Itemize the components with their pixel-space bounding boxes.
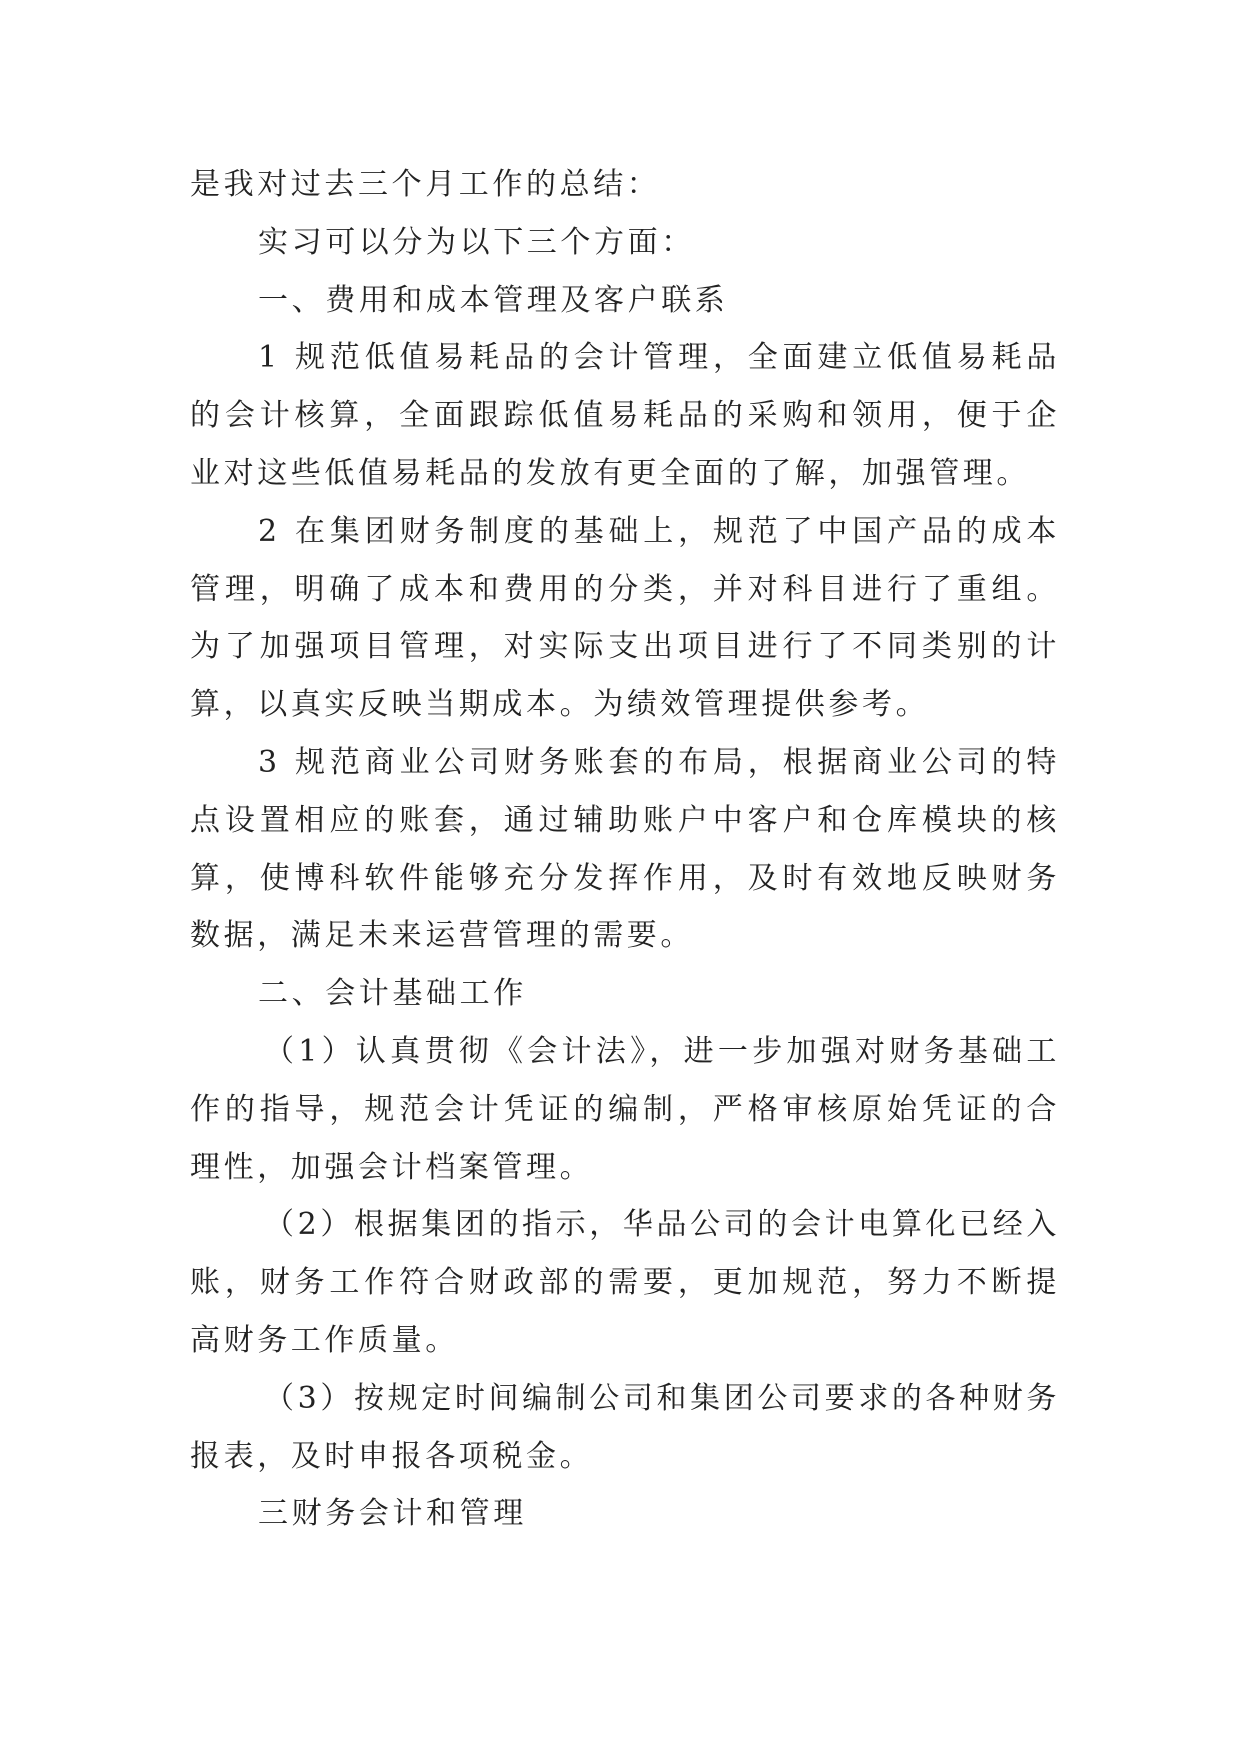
paragraph-item-2: 2 在集团财务制度的基础上，规范了中国产品的成本管理，明确了成本和费用的分类，并对科目进行了重组。为了加强项目管理，对实际支出项目进行了不同类别的计算，以真实反映当期成本。为绩效管理提供参考。: [190, 513, 1060, 723]
document-body: [190, 156, 1060, 1543]
section-heading-1: 一、费用和成本管理及客户联系: [258, 282, 729, 318]
paragraph-subitem-2: （2）根据集团的指示，华品公司的会计电算化已经入账，财务工作符合财政部的需要，更加规范，努力不断提高财务工作质量。: [190, 1207, 1060, 1358]
paragraph-subitem-1: （1）认真贯彻《会计法》，进一步加强对财务基础工作的指导，规范会计凭证的编制，严格审核原始凭证的合理性，加强会计档案管理。: [190, 1033, 1060, 1185]
paragraph-item-1: 1 规范低值易耗品的会计管理，全面建立低值易耗品的会计核算，全面跟踪低值易耗品的采购和领用，便于企业对这些低值易耗品的发放有更全面的了解，加强管理。: [190, 340, 1060, 491]
section-heading-3: 三财务会计和管理: [258, 1496, 527, 1532]
section-heading-2: 二、会计基础工作: [258, 976, 527, 1012]
paragraph-item-3: 3 规范商业公司财务账套的布局，根据商业公司的特点设置相应的账套，通过辅助账户中客户和仓库模块的核算，使博科软件能够充分发挥作用，及时有效地反映财务数据，满足未来运营管理的需要。: [190, 744, 1060, 954]
paragraph-internship-aspects: 实习可以分为以下三个方面：: [258, 224, 695, 260]
paragraph-intro-continuation: 是我对过去三个月工作的总结：: [190, 167, 661, 202]
paragraph-subitem-3: （3）按规定时间编制公司和集团公司要求的各种财务报表，及时申报各项税金。: [190, 1380, 1060, 1474]
